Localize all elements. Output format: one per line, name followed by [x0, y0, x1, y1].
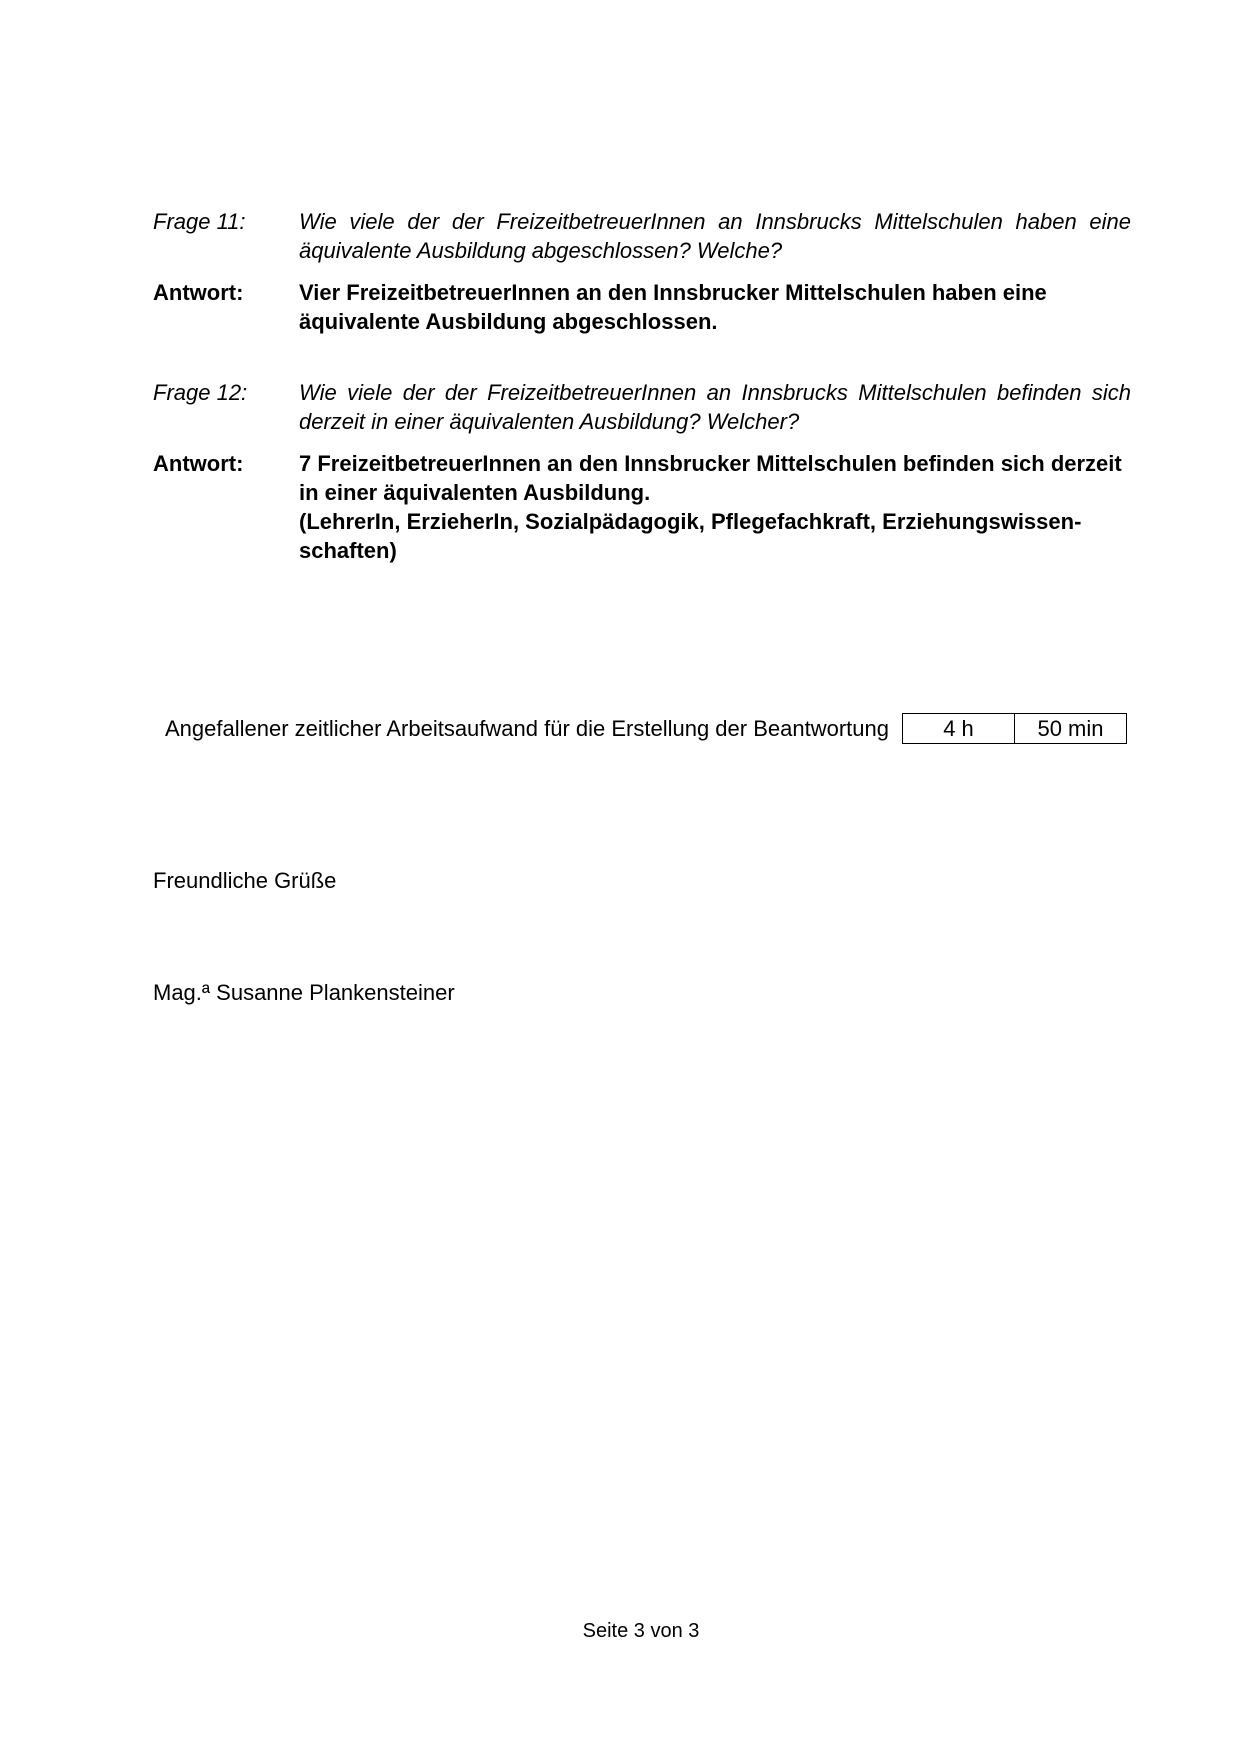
question-11-text: Wie viele der der FreizeitbetreuerInnen an Innsbrucks Mittelschulen haben eine äquivalente Ausbildung abgeschlossen? Welche? — [299, 209, 1131, 263]
question-11-label: Frage 11: — [153, 209, 246, 234]
question-11 — [153, 207, 1131, 265]
answer-12-line: (LehrerIn, ErzieherIn, Sozialpädagogik, Pflegefachkraft, Erziehungswissenschaften) — [299, 509, 1082, 563]
effort-table — [902, 713, 1127, 744]
question-12 — [153, 378, 1131, 436]
effort-hours: 4 h — [903, 714, 1015, 743]
effort-row — [165, 713, 1127, 744]
answer-12-label: Antwort: — [153, 451, 244, 476]
signature-name: Mag.ª Susanne Plankensteiner — [153, 980, 455, 1005]
answer-11-line: Vier FreizeitbetreuerInnen an den Innsbrucker Mittelschulen haben eine äquivalente Ausbildung abgeschlossen. — [299, 280, 1047, 334]
answer-11-text — [299, 278, 1131, 336]
effort-label: Angefallener zeitlicher Arbeitsaufwand für die Erstellung der Beantwortung — [165, 715, 889, 741]
page-number: Seite 3 von 3 — [582, 1620, 700, 1642]
closing-greeting: Freundliche Grüße — [153, 868, 337, 893]
answer-11-label: Antwort: — [153, 280, 244, 305]
effort-minutes: 50 min — [1037, 716, 1104, 741]
question-12-label: Frage 12: — [153, 380, 248, 405]
answer-12-text — [299, 449, 1131, 565]
answer-11 — [153, 278, 1131, 336]
answer-12-line: 7 FreizeitbetreuerInnen an den Innsbrucker Mittelschulen befinden sich derzeit in einer äquivalenten Ausbildung. — [299, 451, 1122, 505]
answer-12 — [153, 449, 1131, 565]
question-12-text: Wie viele der der FreizeitbetreuerInnen an Innsbrucks Mittelschulen befinden sich derzeit in einer äquivalenten Ausbildung? Welcher? — [299, 380, 1131, 434]
